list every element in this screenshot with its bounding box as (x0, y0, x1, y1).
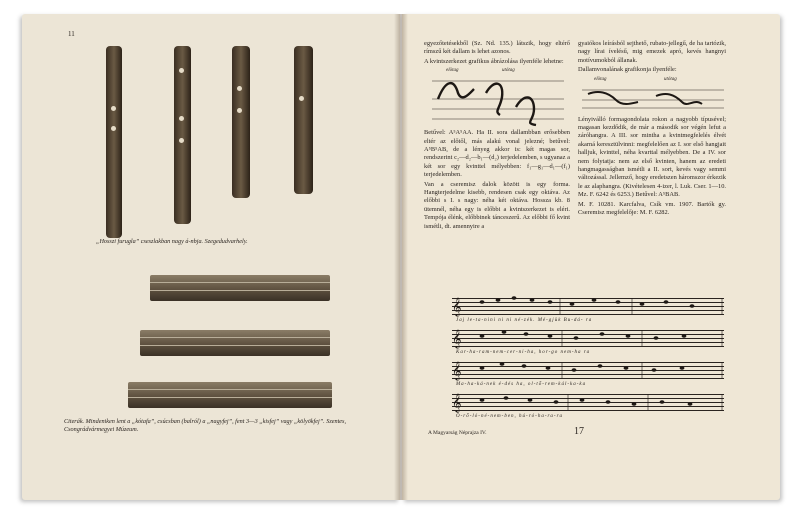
paragraph: Betűvel: A⁵A⁵AA. Ha II. sora dallambban erősebben eltér az előtől, más alakú vonal jelezné; betűvel: A⁵B⁵AB, de a lényeg akkor is: két magas sor, rendszerint c₂—d₂—b₁—(d₂) terjedelemben, s ugyanaz a két sor egy kvinttel mélyebben: f₁—g₁—d₁—(f₁) terjedelemben. (424, 129, 570, 179)
flutes-photo (98, 46, 328, 234)
left-page-number: 11 (68, 30, 75, 38)
melody-graph-1 (424, 67, 570, 129)
svg-text:𝄞: 𝄞 (452, 329, 462, 348)
graph-label-utotag: utótag (502, 68, 515, 74)
paragraph: Lényiválló formagondolata rokon a nagyobb típusével; magasan kezdődik, de már a második sor végén lefut a záróhangra. A III. sor mintha a kvintmegfelelés élvét akarná keresztülvinni: megfelelően az I. sor első hangjait halljuk, kvinttel, néha kvarttal mélyebben. De a IV. sor nem folytatja: nem az első kvinten, hanem az eredeti hangmagasságban ismétli a II. sort, kevés vagy semmi változással. Jellemző, hogy eredetszen háromszor érkezik le az alaphangra. (Kivételesen 4-izer, l. Luk. Cser. 1—10. Mz. F. 6242 és 6253.) Betűvel: A⁵BAB. (578, 115, 726, 199)
lyric-line-2: Kar-ha-ram-nem-cer-ni-ha, hor-go nem-ha ra (456, 350, 591, 355)
lyric-line-3: Ma-ha-ká-nek é-dés ha, ol-tő-rem-kál-ka-ka (456, 382, 587, 387)
paragraph: Dallamvonalának grafikonja ilyenféle: (578, 66, 677, 74)
flute-2 (174, 46, 191, 224)
zither-1 (150, 275, 330, 301)
flutes-caption: „Hosszi furugla” cseszlakban nagy á-nbja. Szegedudvarhely. (96, 238, 248, 245)
paragraph: M. F. 10281. Karcfalva, Csík vm. 1907. Bartók gy. Cseremisz megfelelője: M. F. 6282. (578, 200, 726, 217)
book-gutter (394, 14, 408, 500)
lyric-line-1: Jaj le-ta-nini ni ni né-zék. Mé-gjük Bu-dá- ra (456, 318, 593, 323)
graph-label-utotag: utótag (664, 76, 677, 82)
svg-text:𝄞: 𝄞 (452, 393, 462, 412)
lyric-line-4: Ö-rő-ló-né-nem-ben, hú-ró-ha-ra-ra (456, 414, 564, 419)
footer-title: A Magyarság Néprajza IV. (428, 430, 487, 436)
flute-1 (106, 46, 122, 238)
graph-label-elotag: elötag (594, 76, 607, 82)
paragraph: Van a cseremisz dalok között is egy forma. Hangterjedelme kisebb, rendesen csak egy oktáva. Az előbbi s I. s nagy: néha két oktáva. Hossza kb. 8 ütemnél, néha egy is előbbi a kvintszerkezet is eléri. Tempója élénk, előbbinek tánceszerű. Az előbbi fő kvint ismétli, dt. amennyire a (424, 180, 570, 230)
svg-text:𝄞: 𝄞 (452, 297, 462, 316)
music-notes (452, 292, 732, 432)
zither-3 (128, 382, 332, 408)
graph-label-elotag: elötag (446, 68, 459, 74)
svg-text:𝄞: 𝄞 (452, 361, 462, 380)
text-column-right (578, 40, 726, 219)
graph-svg-2 (578, 80, 726, 116)
zithers-caption: Citerák. Mindeniken lent a „kótafa”, csúcsban (balról) a „nagyfej”, fent 3—3 „kisfej” vagy „kölyökfej”. Szentes, Csongrádvármegyei Múzeum. (64, 418, 347, 433)
right-page-number: 17 (574, 426, 584, 437)
paragraph: A kvintszerkezet grafikus ábrázolása ilyenféle lehetne: (424, 57, 564, 65)
paragraph: gyaiókos leírásból sejthető, rubato-jellegű, de ha tartózik, nagy lírai ívelésű, mig emezek apró, kevés hangnyi motívumokból állanak. (578, 40, 726, 64)
flute-3 (232, 46, 250, 198)
paragraph: egyezőtetésekből (Sz. Nd. 135.) látszik, hogy eltérő rímszű két dallam is lehet azonos. (424, 40, 570, 56)
graph-svg-1 (424, 69, 570, 129)
text-column-left (424, 40, 570, 232)
zither-2 (140, 330, 330, 356)
flute-4 (294, 46, 313, 194)
melody-graph-2 (578, 76, 726, 116)
